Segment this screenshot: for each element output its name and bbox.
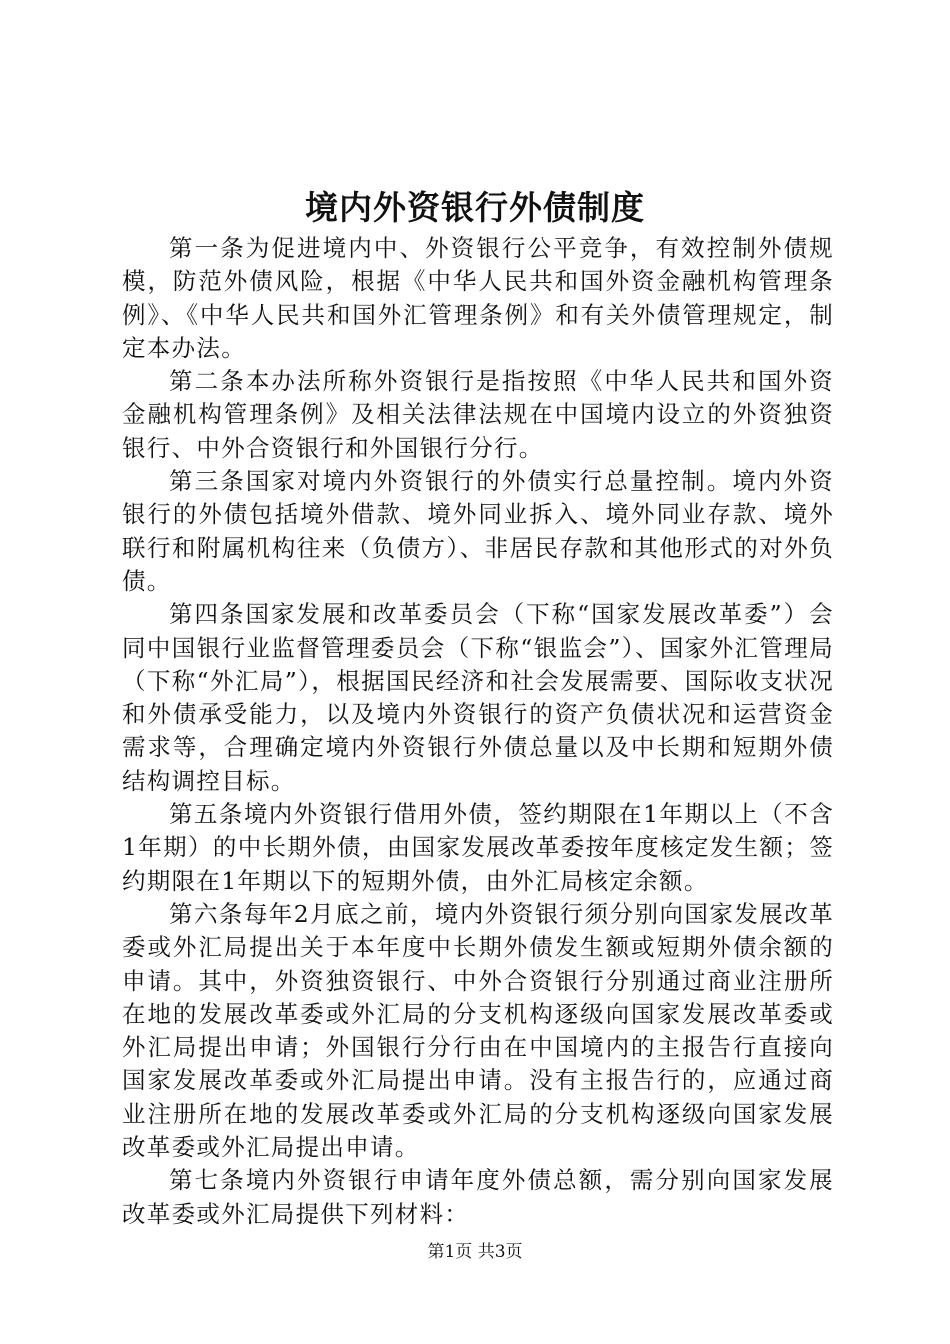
article-1-paragraph: 第一条为促进境内中、外资银行公平竞争，有效控制外债规模，防范外债风险，根据《中华人民共和国外资金融机构管理条例》、《中华人民共和国外汇管理条例》和有关外债管理规定，制定本办法。 <box>122 234 834 362</box>
article-7-paragraph: 第七条境内外资银行申请年度外债总额，需分别向国家发展改革委或外汇局提供下列材料： <box>122 1166 834 1228</box>
document-body <box>122 232 834 1231</box>
article-2-paragraph: 第二条本办法所称外资银行是指按照《中华人民共和国外资金融机构管理条例》及相关法律法规在中国境内设立的外资独资银行、中外合资银行和外国银行分行。 <box>122 367 834 462</box>
article-5-paragraph: 第五条境内外资银行借用外债，签约期限在1年期以上（不含1年期）的中长期外债，由国家发展改革委按年度核定发生额；签约期限在1年期以下的短期外债，由外汇局核定余额。 <box>122 800 834 895</box>
page-footer: 第1页 共3页 <box>427 1242 523 1262</box>
document-title: 境内外资银行外债制度 <box>305 188 645 227</box>
article-4-paragraph: 第四条国家发展和改革委员会（下称“国家发展改革委”）会同中国银行业监督管理委员会（下称“银监会”）、国家外汇管理局（下称“外汇局”），根据国民经济和社会发展需要、国际收支状况和外债承受能力，以及境内外资银行的资产负债状况和运营资金需求等，合理确定境内外资银行外债总量以及中长期和短期外债结构调控目标。 <box>122 600 834 795</box>
article-6-paragraph: 第六条每年2月底之前，境内外资银行须分别向国家发展改革委或外汇局提出关于本年度中长期外债发生额或短期外债余额的申请。其中，外资独资银行、中外合资银行分别通过商业注册所在地的发展改革委或外汇局的分支机构逐级向国家发展改革委或外汇局提出申请；外国银行分行由在中国境内的主报告行直接向国家发展改革委或外汇局提出申请。没有主报告行的，应通过商业注册所在地的发展改革委或外汇局的分支机构逐级向国家发展改革委或外汇局提出申请。 <box>122 899 834 1162</box>
article-3-paragraph: 第三条国家对境内外资银行的外债实行总量控制。境内外资银行的外债包括境外借款、境外同业拆入、境外同业存款、境外联行和附属机构往来（负债方）、非居民存款和其他形式的对外负债。 <box>122 467 834 595</box>
